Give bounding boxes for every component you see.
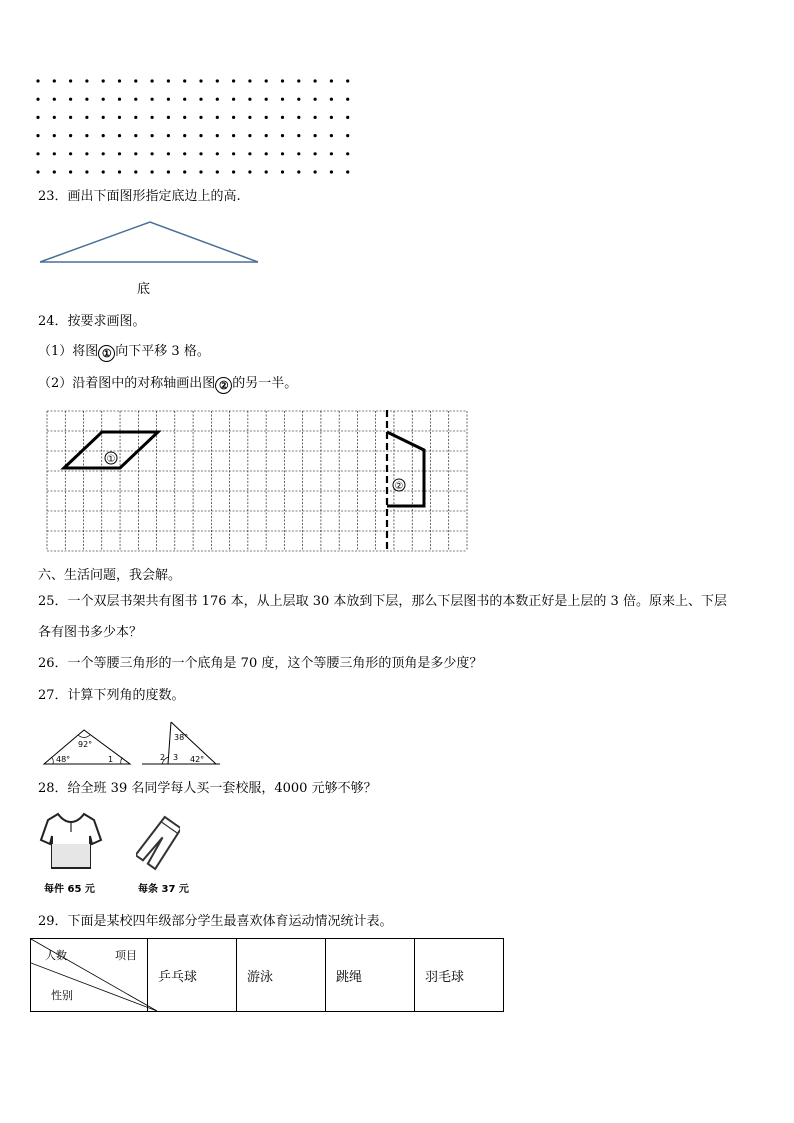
grid-dot bbox=[281, 116, 284, 119]
grid-dot bbox=[216, 152, 219, 155]
base-label: 底 bbox=[137, 282, 151, 297]
grid-dot bbox=[314, 170, 317, 173]
grid-dot bbox=[314, 116, 317, 119]
question-26: 26．一个等腰三角形的一个底角是 70 度，这个等腰三角形的顶角是多少度？ bbox=[38, 656, 483, 671]
grid-dot bbox=[330, 134, 333, 137]
tri1-top-angle: 92° bbox=[78, 740, 93, 749]
grid-dot bbox=[297, 170, 300, 173]
grid-dot bbox=[199, 79, 202, 82]
grid-dot bbox=[134, 116, 137, 119]
shirt-icon bbox=[38, 810, 104, 872]
grid-dot bbox=[330, 152, 333, 155]
question-25-line-1: 25．一个双层书架共有图书 176 本，从上层取 30 本放到下层，那么下层图书的本数正好是上层的 3 倍。原来上、下层 bbox=[38, 594, 727, 609]
diagonal-header-cell bbox=[31, 939, 148, 1012]
grid-dot bbox=[151, 79, 154, 82]
grid-dot bbox=[36, 134, 39, 137]
grid-dot bbox=[102, 170, 105, 173]
grid-dot bbox=[330, 98, 333, 101]
grid-dot bbox=[216, 116, 219, 119]
grid-dot bbox=[167, 152, 170, 155]
grid-dot bbox=[102, 134, 105, 137]
grid-dot bbox=[118, 152, 121, 155]
grid-dot bbox=[314, 98, 317, 101]
grid-dot bbox=[36, 152, 39, 155]
pants-icon bbox=[136, 814, 180, 872]
circled-2: ② bbox=[215, 377, 232, 394]
header-people-count: 人数 bbox=[45, 949, 67, 962]
grid-dot bbox=[346, 170, 349, 173]
grid-dot bbox=[330, 116, 333, 119]
grid-dot bbox=[69, 152, 72, 155]
grid-dot bbox=[265, 98, 268, 101]
question-29: 29．下面是某校四年级部分学生最喜欢体育运动情况统计表。 bbox=[38, 914, 393, 929]
grid-dot bbox=[346, 116, 349, 119]
question-23: 23．画出下面图形指定底边上的高. bbox=[38, 189, 241, 204]
grid-dot bbox=[167, 116, 170, 119]
q24-step-1 bbox=[38, 344, 210, 362]
grid-dot bbox=[134, 152, 137, 155]
grid-dot bbox=[53, 170, 56, 173]
grid-dot bbox=[151, 170, 154, 173]
grid-dot bbox=[118, 134, 121, 137]
grid-dot bbox=[167, 134, 170, 137]
triangle-1 bbox=[44, 730, 130, 764]
grid-dot bbox=[265, 170, 268, 173]
grid-dot bbox=[232, 152, 235, 155]
grid-dot bbox=[85, 98, 88, 101]
tri2-top-angle: 38° bbox=[174, 733, 189, 742]
grid-dot bbox=[118, 79, 121, 82]
tri2-interior-angle: 3 bbox=[173, 753, 179, 762]
shirt-price: 每件 65 元 bbox=[44, 884, 95, 895]
grid-dot bbox=[330, 79, 333, 82]
table-header-row bbox=[31, 939, 504, 1012]
header-item: 项目 bbox=[115, 949, 137, 962]
grid-dot bbox=[53, 134, 56, 137]
grid-dot bbox=[248, 152, 251, 155]
grid-dot bbox=[297, 116, 300, 119]
step1-pre: （1）将图 bbox=[38, 344, 99, 359]
grid-dot bbox=[232, 134, 235, 137]
grid-dot bbox=[102, 152, 105, 155]
half-shape-2 bbox=[387, 432, 424, 506]
grid-dot bbox=[297, 152, 300, 155]
grid-dot bbox=[297, 98, 300, 101]
obtuse-triangle-figure bbox=[36, 218, 264, 268]
grid-dot bbox=[102, 79, 105, 82]
grid-dot bbox=[281, 170, 284, 173]
grid-dot bbox=[248, 116, 251, 119]
grid-dot bbox=[36, 79, 39, 82]
grid-dot bbox=[183, 98, 186, 101]
question-25-line-2: 各有图书多少本？ bbox=[38, 625, 143, 640]
grid-dot bbox=[281, 134, 284, 137]
grid-dot bbox=[248, 170, 251, 173]
grid-dot bbox=[265, 152, 268, 155]
grid-dot bbox=[69, 116, 72, 119]
grid-dot bbox=[199, 116, 202, 119]
grid-dot bbox=[69, 134, 72, 137]
grid-dot bbox=[248, 79, 251, 82]
grid-dot bbox=[199, 134, 202, 137]
grid-dot bbox=[314, 134, 317, 137]
grid-dot bbox=[281, 79, 284, 82]
grid-dot bbox=[314, 152, 317, 155]
angle-triangles-figure bbox=[38, 720, 228, 770]
grid-dot bbox=[183, 79, 186, 82]
grid-dot bbox=[69, 98, 72, 101]
grid-dot bbox=[151, 152, 154, 155]
pants-price: 每条 37 元 bbox=[138, 884, 189, 895]
grid-dot bbox=[151, 116, 154, 119]
grid-dot bbox=[85, 79, 88, 82]
grid-dot bbox=[281, 98, 284, 101]
grid-dot bbox=[330, 170, 333, 173]
grid-dot bbox=[69, 170, 72, 173]
grid-dot bbox=[134, 79, 137, 82]
grid-dot bbox=[232, 116, 235, 119]
grid-dot bbox=[151, 134, 154, 137]
grid-dot bbox=[85, 134, 88, 137]
triangle-2 bbox=[142, 722, 220, 764]
grid-dot bbox=[167, 170, 170, 173]
tri1-left-angle: 48° bbox=[56, 755, 71, 764]
grid-dot bbox=[346, 79, 349, 82]
grid-dot bbox=[102, 98, 105, 101]
grid-dot bbox=[216, 134, 219, 137]
grid-dot bbox=[36, 116, 39, 119]
grid-dot bbox=[265, 134, 268, 137]
grid-dot bbox=[118, 170, 121, 173]
grid-dot bbox=[232, 79, 235, 82]
sports-stats-table bbox=[30, 938, 504, 1012]
square-grid-figure bbox=[46, 410, 468, 552]
grid-dot bbox=[183, 116, 186, 119]
tri1-right-angle: 1 bbox=[108, 755, 114, 764]
step2-post: 的另一半。 bbox=[232, 376, 298, 391]
circled-1: ① bbox=[98, 345, 115, 362]
section-6-title: 六、生活问题，我会解。 bbox=[38, 568, 182, 583]
dot-grid bbox=[28, 72, 358, 180]
grid-dot bbox=[134, 170, 137, 173]
grid-dot bbox=[53, 79, 56, 82]
grid-dot bbox=[69, 79, 72, 82]
question-28: 28．给全班 39 名同学每人买一套校服，4000 元够不够？ bbox=[38, 781, 377, 796]
grid-dot bbox=[216, 170, 219, 173]
table-header-cell: 羽毛球 bbox=[415, 939, 504, 1012]
grid-dot bbox=[248, 98, 251, 101]
grid-dot bbox=[346, 134, 349, 137]
grid-dot bbox=[53, 152, 56, 155]
grid-dot bbox=[167, 79, 170, 82]
grid-dot bbox=[265, 116, 268, 119]
grid-dot bbox=[216, 98, 219, 101]
q24-step-2 bbox=[38, 376, 297, 394]
tri2-exterior-angle: 2 bbox=[160, 753, 166, 762]
grid-dot bbox=[265, 79, 268, 82]
grid-dot bbox=[85, 152, 88, 155]
grid-dot bbox=[85, 170, 88, 173]
grid-dot bbox=[216, 79, 219, 82]
table-header-cell: 乒乓球 bbox=[148, 939, 237, 1012]
step1-post: 向下平移 3 格。 bbox=[115, 344, 210, 359]
grid-dot bbox=[183, 152, 186, 155]
grid-dot bbox=[85, 116, 88, 119]
header-gender: 性别 bbox=[51, 989, 73, 1002]
shape-1-label: ① bbox=[106, 454, 116, 465]
grid-dot bbox=[346, 98, 349, 101]
grid-dot bbox=[199, 98, 202, 101]
grid-dot bbox=[297, 134, 300, 137]
grid-dot bbox=[183, 134, 186, 137]
grid-dot bbox=[183, 170, 186, 173]
step2-pre: （2）沿着图中的对称轴画出图 bbox=[38, 376, 216, 391]
grid-dot bbox=[134, 98, 137, 101]
grid-dot bbox=[167, 98, 170, 101]
grid-dot bbox=[134, 134, 137, 137]
grid-dot bbox=[314, 79, 317, 82]
grid-dot bbox=[297, 79, 300, 82]
grid-dot bbox=[118, 98, 121, 101]
question-24: 24．按要求画图。 bbox=[38, 314, 146, 329]
tri2-right-angle: 42° bbox=[190, 755, 205, 764]
grid-dot bbox=[346, 152, 349, 155]
shape-2-label: ② bbox=[394, 481, 404, 492]
grid-dot bbox=[118, 116, 121, 119]
grid-dot bbox=[102, 116, 105, 119]
grid-dot bbox=[36, 170, 39, 173]
grid-dot bbox=[232, 98, 235, 101]
grid-dot bbox=[199, 152, 202, 155]
grid-dot bbox=[248, 134, 251, 137]
grid-dot bbox=[53, 116, 56, 119]
grid-dot bbox=[36, 98, 39, 101]
grid-dot bbox=[232, 170, 235, 173]
grid-dot bbox=[281, 152, 284, 155]
question-27: 27．计算下列角的度数。 bbox=[38, 688, 185, 703]
table-header-cell: 跳绳 bbox=[326, 939, 415, 1012]
grid-dot bbox=[199, 170, 202, 173]
grid-dot bbox=[151, 98, 154, 101]
table-header-cell: 游泳 bbox=[237, 939, 326, 1012]
grid-dot bbox=[53, 98, 56, 101]
